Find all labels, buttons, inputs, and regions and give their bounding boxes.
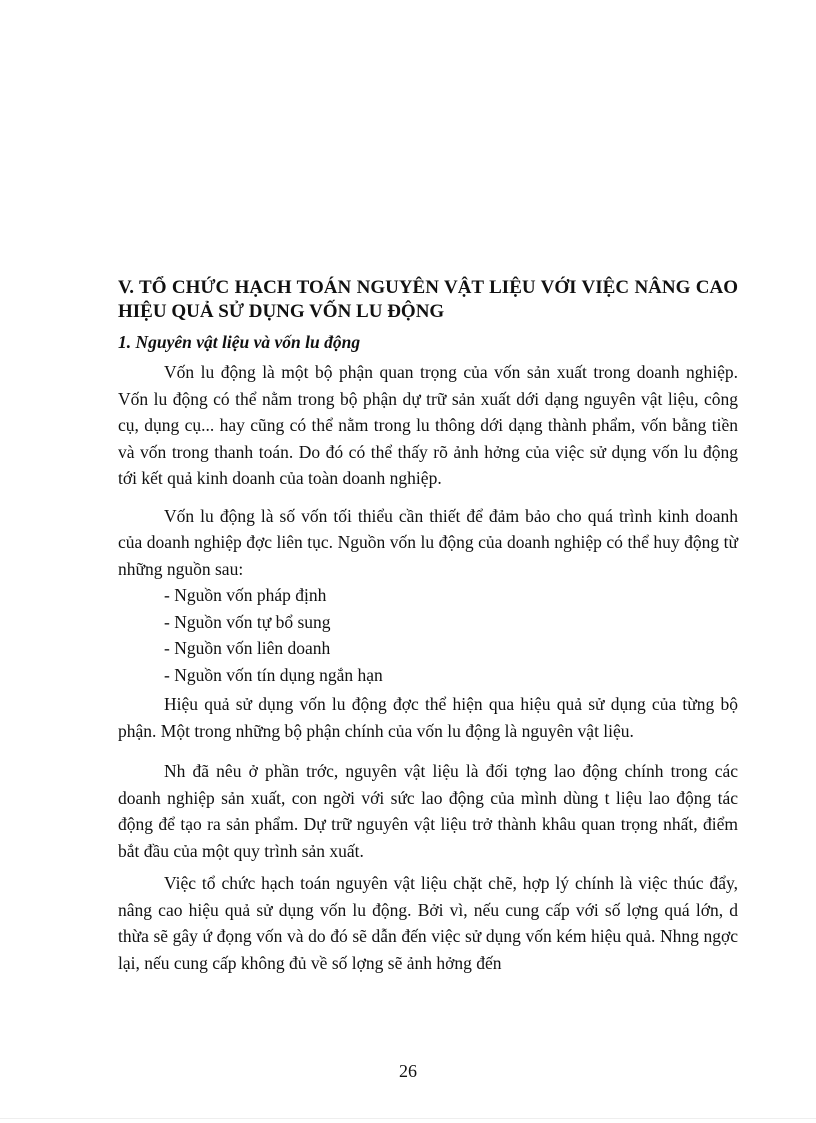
section-heading: V. TỔ CHỨC HẠCH TOÁN NGUYÊN VẬT LIỆU VỚI VIỆC NÂNG CAO HIỆU QUẢ SỬ DỤNG VỐN LU ĐỘNG xyxy=(118,277,738,322)
subsection-heading: 1. Nguyên vật liệu và vốn lu động xyxy=(118,332,361,352)
funding-source-list xyxy=(118,582,738,688)
paragraph: Hiệu quả sử dụng vốn lu động đợc thể hiện qua hiệu quả sử dụng của từng bộ phận. Một trong những bộ phận chính của vốn lu động là nguyên vật liệu. xyxy=(118,694,738,741)
list-item: - Nguồn vốn pháp định xyxy=(164,585,327,605)
paragraph: Việc tổ chức hạch toán nguyên vật liệu chặt chẽ, hợp lý chính là việc thúc đẩy, nâng cao hiệu quả sử dụng vốn lu động. Bởi vì, nếu cung cấp với số lợng quá lớn, d thừa sẽ gây ứ đọng vốn và do đó sẽ dẫn đến việc sử dụng vốn kém hiệu quả. Nhng ngợc lại, nếu cung cấp không đủ về số lợng sẽ ảnh hởng đến xyxy=(118,873,738,973)
page-bottom-edge xyxy=(0,1118,816,1119)
paragraph: Vốn lu động là một bộ phận quan trọng của vốn sản xuất trong doanh nghiệp. Vốn lu động có thể nằm trong bộ phận dự trữ sản xuất dới dạng nguyên vật liệu, công cụ, dụng cụ... hay cũng có thể nằm trong lu thông dới dạng thành phẩm, vốn bằng tiền và vốn trong thanh toán. Do đó có thể thấy rõ ảnh hởng của việc sử dụng vốn lu động tới kết quả kinh doanh của toàn doanh nghiệp. xyxy=(118,362,738,488)
page-content xyxy=(118,276,738,976)
list-item: - Nguồn vốn tín dụng ngắn hạn xyxy=(164,664,383,685)
page-number: 26 xyxy=(399,1061,417,1081)
list-item: - Nguồn vốn tự bổ sung xyxy=(164,611,331,632)
list-item: - Nguồn vốn liên doanh xyxy=(164,638,331,658)
paragraph: Nh đã nêu ở phần trớc, nguyên vật liệu là đối tợng lao động chính trong các doanh nghiệp sản xuất, con ngời với sức lao động của mình dùng t liệu lao động tác động để tạo ra sản phẩm. Dự trữ nguyên vật liệu trở thành khâu quan trọng nhất, điểm bắt đầu của một quy trình sản xuất. xyxy=(118,761,738,861)
paragraph: Vốn lu động là số vốn tối thiểu cần thiết để đảm bảo cho quá trình kinh doanh của doanh nghiệp đợc liên tục. Nguồn vốn lu động của doanh nghiệp có thể huy động từ những nguồn sau: xyxy=(118,505,738,579)
